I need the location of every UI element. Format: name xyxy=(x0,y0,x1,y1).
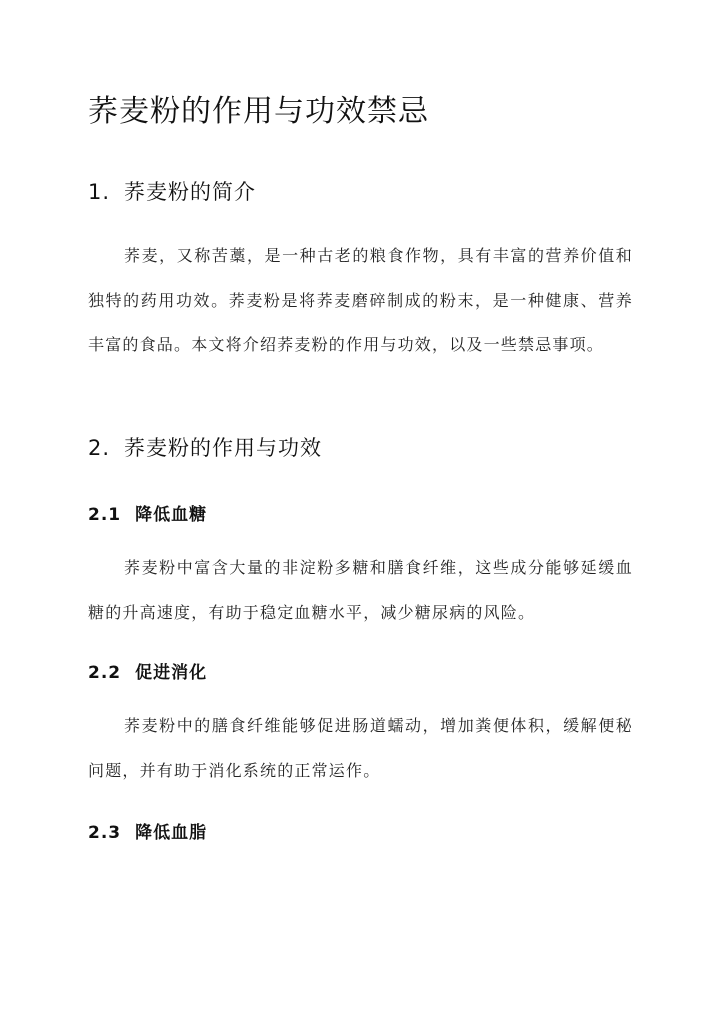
section-number: 1. xyxy=(88,180,111,204)
section-number: 2. xyxy=(88,436,111,460)
subsection-title: 降低血脂 xyxy=(135,823,208,843)
paragraph-blood-sugar: 荞麦粉中富含大量的非淀粉多糖和膳食纤维，这些成分能够延缓血糖的升高速度，有助于稳定血糖水平，减少糖尿病的风险。 xyxy=(88,558,633,622)
section-title: 荞麦粉的作用与功效 xyxy=(124,436,323,460)
document-title: 荞麦粉的作用与功效禁忌 xyxy=(88,94,429,129)
subsection-number: 2.3 xyxy=(88,823,122,843)
subsection-heading-blood-lipids xyxy=(88,818,207,843)
subsection-number: 2.2 xyxy=(88,663,122,683)
subsection-title: 降低血糖 xyxy=(135,505,208,525)
section-heading-effects xyxy=(88,432,322,462)
subsection-heading-blood-sugar xyxy=(88,500,207,525)
paragraph-digestion: 荞麦粉中的膳食纤维能够促进肠道蠕动，增加粪便体积，缓解便秘问题，并有助于消化系统的正常运作。 xyxy=(88,716,633,780)
section-heading-intro xyxy=(88,176,256,206)
section-title: 荞麦粉的简介 xyxy=(124,180,257,204)
paragraph-intro: 荞麦，又称苦藁，是一种古老的粮食作物，具有丰富的营养价值和独特的药用功效。荞麦粉是将荞麦磨碎制成的粉末，是一种健康、营养丰富的食品。本文将介绍荞麦粉的作用与功效，以及一些禁忌事项。 xyxy=(88,246,633,354)
subsection-number: 2.1 xyxy=(88,505,122,525)
subsection-title: 促进消化 xyxy=(135,663,208,683)
subsection-heading-digestion xyxy=(88,658,207,683)
